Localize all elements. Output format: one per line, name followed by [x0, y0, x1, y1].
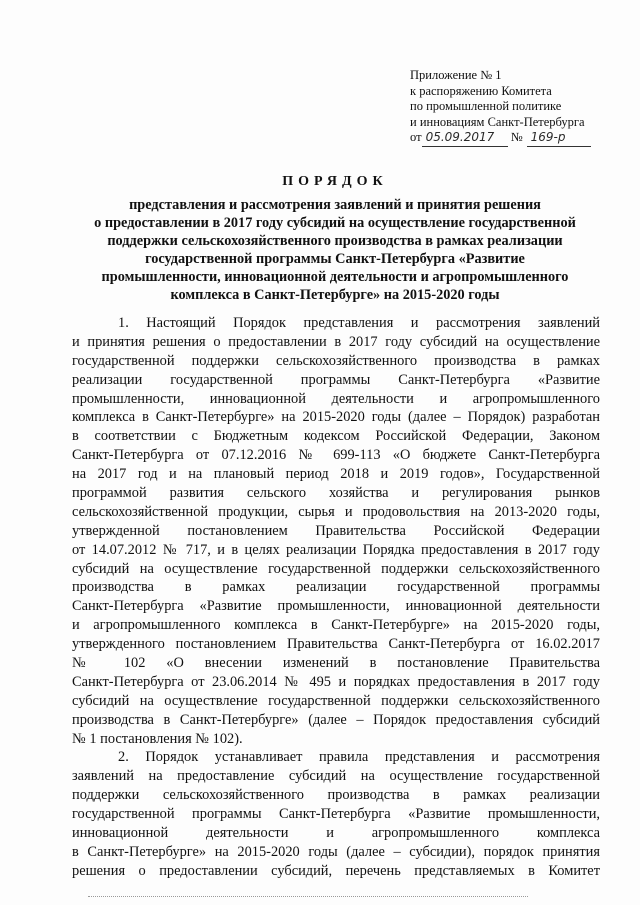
text-line: реализации государственной программы Санкт-Петербурга «Развитие — [72, 371, 600, 388]
subtitle-line: о предоставлении в 2017 году субсидий на осуществление государственной — [94, 215, 576, 231]
text-line: на 2017 год и на плановый период 2018 и 2019 годов», Государственной — [72, 466, 600, 483]
body-text — [72, 314, 600, 881]
text-line: в соответствии с Бюджетным кодексом Российской Федерации, Законом — [72, 428, 600, 445]
text-line: промышленности, инновационной деятельности и агропромышленного — [72, 390, 600, 407]
title-block — [70, 174, 600, 304]
appendix-header — [410, 68, 610, 147]
text-line: инновационной деятельности и агропромышленного комплекса — [72, 825, 600, 842]
text-line: № 1 постановления № 102). — [72, 730, 243, 747]
appendix-line-4: и инновациям Санкт-Петербурга — [410, 114, 585, 129]
number-prefix: № — [510, 130, 523, 144]
text-line: и принятия решения о предоставлении в 2017 году субсидий на осуществление — [72, 333, 600, 350]
text-line: 1. Настоящий Порядок представления и рассмотрения заявлений — [118, 315, 600, 331]
text-line: № 102 «О внесении изменений в постановление Правительства — [72, 655, 600, 672]
paragraph-1 — [72, 314, 600, 748]
subtitle-line: государственной программы Санкт-Петербурга «Развитие — [145, 251, 525, 267]
paragraph-2 — [72, 748, 600, 880]
text-line: производства в рамках реализации государственной программы — [72, 579, 600, 596]
text-line: Санкт-Петербурга «Развитие промышленности, инновационной деятельности — [72, 598, 600, 615]
text-line: сельскохозяйственной продукции, сырья и продовольствия на 2013-2020 годы, — [72, 503, 600, 520]
text-line: поддержки сельскохозяйственного производства в рамках реализации — [72, 787, 600, 804]
text-line: утвержденного постановлением Правительства Санкт-Петербурга от 16.02.2017 — [72, 636, 600, 653]
appendix-line-3: по промышленной политике — [410, 99, 562, 113]
text-line: заявлений на предоставление субсидий на осуществление государственной — [72, 768, 600, 785]
text-line: решения о предоставлении субсидий, перечень представляемых в Комитет — [72, 862, 600, 879]
text-line: и агропромышленного комплекса в Санкт-Петербурге» на 2015-2020 годы, — [72, 617, 600, 634]
text-line: Санкт-Петербурга от 07.12.2016 № 699-113 «О бюджете Санкт-Петербурга — [72, 447, 600, 464]
subtitle-line: комплекса в Санкт-Петербурге» на 2015-2020 годы — [170, 287, 500, 303]
text-line: Санкт-Петербурга от 23.06.2014 № 495 и порядках предоставления в 2017 году — [72, 673, 600, 690]
subtitle-line: представления и рассмотрения заявлений и принятия решения — [129, 197, 541, 213]
text-line: от 14.07.2012 № 717, и в целях реализации Порядка предоставления в 2017 году — [72, 541, 600, 558]
subtitle-line: промышленности, инновационной деятельности и агропромышленного — [101, 269, 569, 285]
text-line: программой развития сельского хозяйства и регулирования рынков — [72, 485, 600, 502]
appendix-date-line — [410, 130, 610, 147]
date-prefix: от — [410, 130, 422, 144]
text-line: государственной поддержки сельскохозяйственного производства в рамках — [72, 352, 600, 369]
appendix-line-2: к распоряжению Комитета — [410, 83, 552, 98]
handwritten-number: 169-р — [527, 130, 591, 147]
text-line: субсидий на осуществление государственной поддержки сельскохозяйственного — [72, 560, 600, 577]
text-line: производства в Санкт-Петербурге» (далее – Порядок предоставления субсидий — [72, 711, 600, 728]
text-line: субсидий на осуществление государственной поддержки сельскохозяйственного — [72, 692, 600, 709]
text-line: в Санкт-Петербурге» на 2015-2020 годы (далее – субсидии), порядок принятия — [72, 843, 600, 860]
text-line: 2. Порядок устанавливает правила представления и рассмотрения — [118, 749, 600, 766]
text-line: комплекса в Санкт-Петербурге» на 2015-2020 годы (далее – Порядок) разработан — [72, 409, 600, 426]
text-line: государственной программы Санкт-Петербурга «Развитие промышленности, — [72, 806, 600, 823]
text-line: утвержденной постановлением Правительства Российской Федерации — [72, 522, 600, 539]
subtitle-line: поддержки сельскохозяйственного производства в рамках реализации — [107, 233, 563, 249]
document-title: ПОРЯДОК — [282, 174, 388, 189]
scan-edge-artifact — [88, 896, 528, 897]
appendix-line-1: Приложение № 1 — [410, 68, 502, 82]
handwritten-date: 05.09.2017 — [422, 130, 508, 147]
